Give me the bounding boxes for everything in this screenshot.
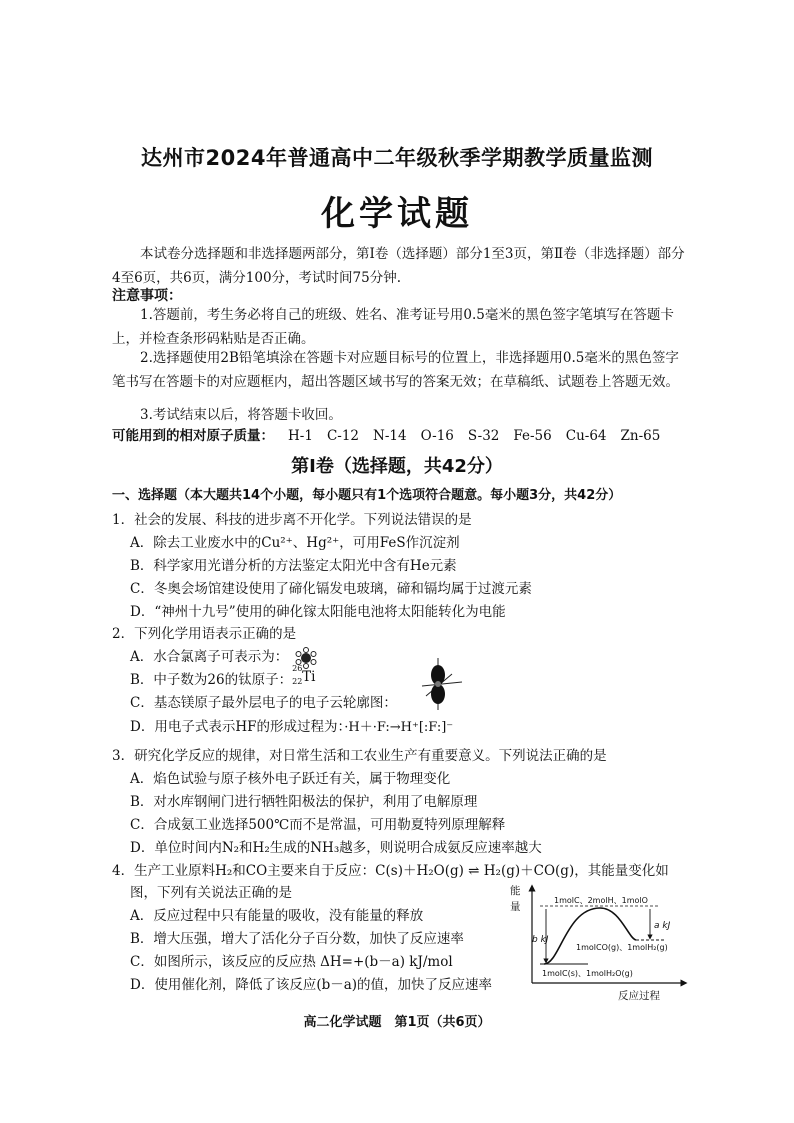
- bottom-level-label: 1molC(s)、1molH₂O(g): [542, 969, 633, 978]
- a-label: a kJ: [654, 921, 671, 931]
- ti-nuclide: [292, 664, 320, 687]
- question-1-option-d: D．“神州十九号”使用的砷化镓太阳能电池将太阳能转化为电能: [130, 604, 506, 620]
- question-4-stem-line2: 图，下列有关说法正确的是: [130, 885, 292, 901]
- atomic-mass: Cu-64: [565, 428, 607, 444]
- top-level-label: 1molC、2molH、1molO: [554, 896, 648, 905]
- question-3-stem: 3．研究化学反应的规律，对日常生活和工农业生产有重要意义。下列说法正确的是: [112, 748, 607, 764]
- question-2-option-a: [130, 645, 317, 669]
- intro-paragraph: 本试卷分选择题和非选择题两部分，第Ⅰ卷（选择题）部分1至3页，第Ⅱ卷（非选择题）部分4至6页，共6页，满分100分，考试时间75分钟.: [112, 246, 685, 286]
- question-2-option-b: [130, 664, 320, 688]
- subject-title: 化学试题: [321, 194, 473, 234]
- exam-title: 达州市2024年普通高中二年级秋季学期教学质量监测: [141, 146, 653, 170]
- question-2-option-a-text: A．水合氯离子可表示为：: [130, 649, 289, 665]
- y-axis-label-1: 能: [510, 885, 521, 897]
- question-1-option-b: B．科学家用光谱分析的方法鉴定太阳光中含有He元素: [130, 558, 457, 574]
- notes-heading: 注意事项：: [112, 288, 182, 304]
- energy-diagram: [508, 880, 696, 1002]
- atomic-mass: N-14: [373, 428, 407, 444]
- atomic-masses-label: 可能用到的相对原子质量：: [112, 428, 274, 444]
- p-orbital-icon: [418, 656, 468, 712]
- page-footer: 高二化学试题 第1页（共6页）: [303, 1015, 491, 1030]
- hf-electron-formula: ·H＋·F:→H⁺[:F:]⁻: [344, 720, 454, 735]
- question-2-option-d: [130, 715, 453, 735]
- question-4-option-a: A．反应过程中只有能量的吸收，没有能量的释放: [130, 908, 424, 924]
- question-2-option-b-text: B．中子数为26的钛原子：: [130, 672, 293, 688]
- section-title: 一、选择题（本大题共14个小题，每小题只有1个选项符合题意。每小题3分，共42分）: [112, 488, 622, 503]
- note-item-3: 3.考试结束以后，将答题卡收回。: [140, 407, 342, 423]
- question-2-stem: 2．下列化学用语表示正确的是: [112, 626, 297, 642]
- atomic-mass: O-16: [420, 428, 454, 444]
- question-3-option-c: C．合成氨工业选择500℃而不是常温，可用勒夏特列原理解释: [130, 817, 506, 833]
- question-2-option-d-text: D．用电子式表示HF的形成过程为：: [130, 719, 345, 735]
- question-3-option-b: B．对水库钢闸门进行牺牲阳极法的保护，利用了电解原理: [130, 794, 478, 810]
- atomic-mass: H-1: [288, 428, 313, 444]
- question-2-option-c: C．基态镁原子最外层电子的电子云轮廓图：: [130, 695, 397, 711]
- atomic-mass: Zn-65: [620, 428, 661, 444]
- question-1-option-a: A．除去工业废水中的Cu²⁺、Hg²⁺，可用FeS作沉淀剂: [130, 535, 460, 551]
- question-4-stem-line1: 4．生产工业原料H₂和CO主要来自于反应：C(s)＋H₂O(g) ⇌ H₂(g)＋CO(g)，其能量变化如: [112, 863, 669, 879]
- question-1-stem: 1．社会的发展、科技的进步离不开化学。下列说法错误的是: [112, 512, 472, 528]
- note-item-2: 2.选择题使用2B铅笔填涂在答题卡对应题目标号的位置上，非选择题用0.5毫米的黑色签字笔书写在答题卡的对应题框内，超出答题区域书写的答案无效；在草稿纸、试题卷上答题无效。: [112, 350, 679, 390]
- ti-symbol: Ti: [302, 669, 316, 685]
- atomic-mass: Fe-56: [513, 428, 552, 444]
- question-4-option-c: C．如图所示，该反应的反应热 ΔH=+(b－a) kJ/mol: [130, 954, 453, 970]
- ti-mass-number: 26: [292, 664, 303, 673]
- reaction-curve: [544, 908, 636, 964]
- question-3-option-d: D．单位时间内N₂和H₂生成的NH₃越多，则说明合成氨反应速率越大: [130, 840, 542, 856]
- part1-title: 第Ⅰ卷（选择题，共42分）: [291, 456, 503, 477]
- atomic-mass: S-32: [467, 428, 500, 444]
- question-4-option-d: D．使用催化剂，降低了该反应(b－a)的值，加快了反应速率: [130, 977, 493, 993]
- b-label: b kJ: [532, 935, 549, 945]
- y-axis-label-2: 量: [510, 901, 521, 913]
- note-item-1: 1.答题前，考生务必将自己的班级、姓名、准考证号用0.5毫米的黑色签字笔填写在答题卡上，并检查条形码粘贴是否正确。: [112, 307, 674, 347]
- question-4-option-b: B．增大压强，增大了活化分子百分数，加快了反应速率: [130, 931, 464, 947]
- ti-atomic-number: 22: [292, 677, 303, 686]
- atomic-masses: [112, 424, 660, 444]
- x-axis-label: 反应过程: [618, 990, 660, 1002]
- question-1-option-c: C．冬奥会场馆建设使用了碲化镉发电玻璃，碲和镉均属于过渡元素: [130, 581, 532, 597]
- question-3-option-a: A．焰色试验与原子核外电子跃迁有关，属于物理变化: [130, 771, 451, 787]
- middle-level-label: 1molCO(g)、1molH₂(g): [576, 943, 668, 952]
- atomic-mass: C-12: [326, 428, 360, 444]
